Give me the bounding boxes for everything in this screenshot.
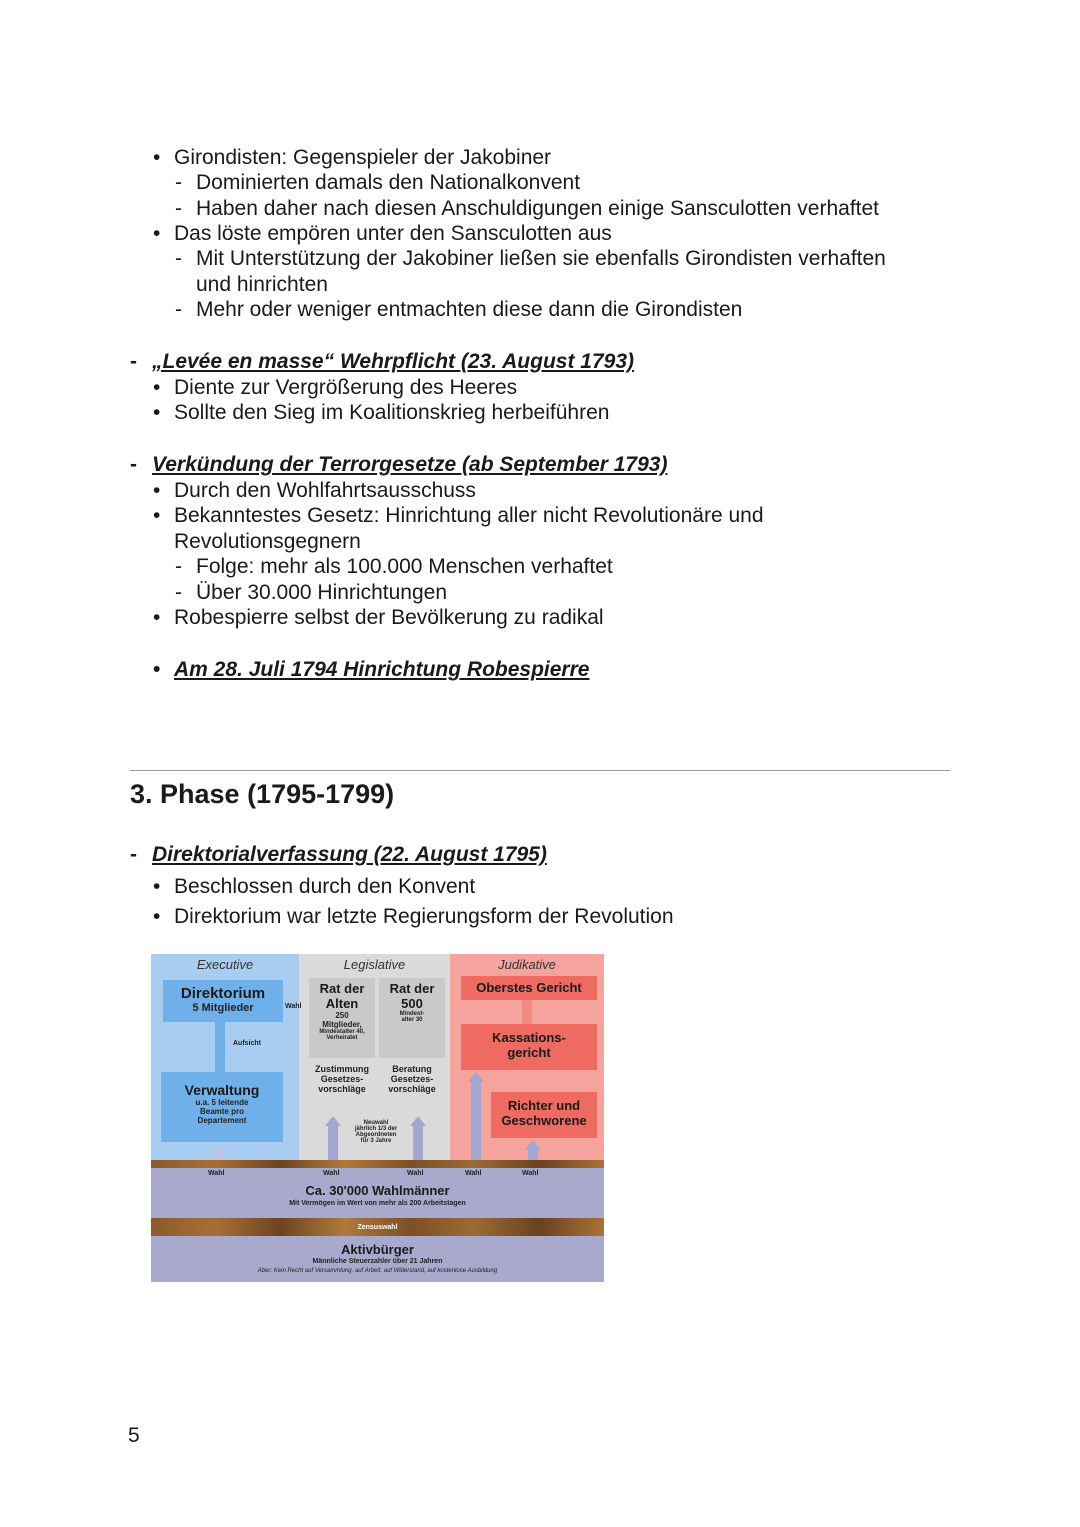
- bullet-marker: •: [153, 146, 161, 169]
- text-line: Bekanntestes Gesetz: Hinrichtung aller nicht Revolutionäre und: [174, 504, 764, 527]
- verwaltung-label: Verwaltung: [184, 1082, 260, 1098]
- arrow-up-icon: [211, 1146, 227, 1156]
- wahl-label: Wahl: [407, 1170, 424, 1177]
- aktivbuerger-label: Aktivbürger: [341, 1242, 414, 1257]
- heading-terrorgesetze: Verkündung der Terrorgesetze (ab September 1793): [152, 453, 668, 476]
- section-divider: [130, 770, 950, 771]
- zensuswahl-label: Zensuswahl: [357, 1224, 398, 1231]
- bullet-marker: •: [153, 222, 161, 245]
- text-line: Diente zur Vergrößerung des Heeres: [174, 376, 518, 399]
- wahl-label: Wahl: [465, 1170, 482, 1177]
- arrow-up-icon: [410, 1116, 426, 1126]
- dash-marker: -: [175, 555, 182, 578]
- neu-line: jährlich 1/3 der: [354, 1126, 398, 1132]
- text-line: Direktorium war letzte Regierungsform der Revolution: [174, 905, 674, 928]
- direktorium-label: Direktorium: [180, 985, 266, 1002]
- legislative-heading: Legislative: [343, 957, 406, 972]
- oberstes-label: Oberstes Gericht: [476, 980, 582, 995]
- bullet-marker: •: [153, 875, 161, 898]
- neu-line: Neuwahl: [363, 1120, 389, 1126]
- direktorium-box: [163, 980, 283, 1022]
- dash-marker: -: [130, 350, 137, 373]
- arrow-up-icon: [468, 1072, 484, 1082]
- text-line: und hinrichten: [196, 273, 328, 296]
- dash-marker: -: [130, 843, 137, 866]
- wahl-label: Wahl: [522, 1170, 539, 1177]
- arrow-shaft: [522, 1000, 532, 1024]
- wahl-label: Wahl: [208, 1170, 225, 1177]
- richter-label: Geschworene: [501, 1113, 587, 1128]
- ber-line: Gesetzes-: [390, 1074, 434, 1084]
- constitution-diagram: [151, 954, 604, 1282]
- wahlmaenner-sub: Mit Vermögen im Wert von mehr als 200 Arbeitstagen: [289, 1200, 466, 1207]
- alten-count: 250: [335, 1011, 349, 1020]
- bullet-marker: •: [153, 376, 161, 399]
- heading-levee-en-masse: „Levée en masse“ Wehrpflicht (23. August 1793): [152, 350, 634, 373]
- verwaltung-box: [161, 1072, 283, 1142]
- bullet-marker: •: [153, 658, 161, 681]
- r500-label: 500: [401, 996, 423, 1011]
- dash-marker: -: [175, 298, 182, 321]
- heading-hinrichtung-robespierre: Am 28. Juli 1794 Hinrichtung Robespierre: [174, 658, 590, 681]
- rat-der-500-box: [379, 978, 445, 1058]
- oberstes-gericht-box: [461, 976, 597, 1000]
- text-line: Dominierten damals den Nationalkonvent: [196, 171, 581, 194]
- zustimmung-text: [309, 1064, 375, 1094]
- alten-label: Alten: [325, 996, 359, 1011]
- text-line: Über 30.000 Hinrichtungen: [196, 581, 447, 604]
- neuwahl-text: [341, 1120, 411, 1144]
- zust-line: Zustimmung: [315, 1064, 369, 1074]
- kassationsgericht-box: [461, 1024, 597, 1070]
- neu-line: Abgeordneten: [355, 1132, 397, 1138]
- arrow-up-icon: [325, 1116, 341, 1126]
- alten-label: Rat der: [319, 981, 365, 996]
- direktorium-sub: 5 Mitglieder: [192, 1002, 254, 1014]
- text-line: Sollte den Sieg im Koalitionskrieg herbeiführen: [174, 401, 610, 424]
- alten-sub: Mindestalter 40,: [319, 1029, 365, 1035]
- text-line: Mit Unterstützung der Jakobiner ließen sie ebenfalls Girondisten verhaften: [196, 247, 886, 270]
- beratung-text: [379, 1064, 445, 1094]
- aufsicht-label: Aufsicht: [233, 1040, 261, 1047]
- alten-sub: Verheiratet: [326, 1035, 358, 1041]
- judicative-heading: Judikative: [498, 957, 556, 972]
- bullet-marker: •: [153, 401, 161, 424]
- verwaltung-sub: Departement: [197, 1116, 247, 1125]
- bullet-marker: •: [153, 504, 161, 527]
- executive-heading: Executive: [196, 957, 254, 972]
- aktivbuerger-sub: Männliche Steuerzahler über 21 Jahren: [312, 1258, 443, 1265]
- bullet-marker: •: [153, 606, 161, 629]
- verwaltung-sub: Beamte pro: [199, 1107, 244, 1116]
- kass-label: Kassations-: [492, 1030, 566, 1045]
- text-line: Durch den Wohlfahrtsausschuss: [174, 479, 476, 502]
- text-line: Mehr oder weniger entmachten diese dann die Girondisten: [196, 298, 743, 321]
- wahl-label: Wahl: [323, 1170, 340, 1177]
- text-line: Beschlossen durch den Konvent: [174, 875, 476, 898]
- aktivbuerger-note: Aber: Kein Recht auf Versammlung, auf Arbeit, auf Widerstand, auf kostenlose Ausbildung: [257, 1268, 498, 1274]
- richter-box: [491, 1092, 597, 1138]
- text-line: Girondisten: Gegenspieler der Jakobiner: [174, 146, 552, 169]
- r500-sub: alter 30: [401, 1017, 423, 1023]
- richter-label: Richter und: [507, 1098, 581, 1113]
- zust-line: vorschläge: [318, 1084, 366, 1094]
- r500-label: Rat der: [389, 981, 435, 996]
- dash-marker: -: [175, 247, 182, 270]
- wahl-label: Wahl: [285, 1003, 302, 1010]
- page-number: 5: [128, 1424, 140, 1447]
- section-title: 3. Phase (1795-1799): [130, 779, 395, 809]
- arrow-up-icon: [525, 1140, 541, 1150]
- arrow-shaft: [215, 1022, 225, 1072]
- r500-sub: Mindest-: [399, 1011, 425, 1017]
- ber-line: vorschläge: [388, 1084, 436, 1094]
- neu-line: für 3 Jahre: [360, 1138, 392, 1144]
- ber-line: Beratung: [392, 1064, 432, 1074]
- text-line: Folge: mehr als 100.000 Menschen verhaftet: [196, 555, 613, 578]
- dash-marker: -: [130, 453, 137, 476]
- bullet-marker: •: [153, 479, 161, 502]
- heading-direktorialverfassung: Direktorialverfassung (22. August 1795): [152, 843, 547, 866]
- bullet-marker: •: [153, 905, 161, 928]
- text-line: Das löste empören unter den Sansculotten aus: [174, 222, 612, 245]
- kass-label: gericht: [507, 1045, 551, 1060]
- text-line: Haben daher nach diesen Anschuldigungen einige Sansculotten verhaftet: [196, 197, 880, 220]
- zust-line: Gesetzes-: [320, 1074, 364, 1084]
- text-line: Revolutionsgegnern: [174, 530, 361, 553]
- verwaltung-sub: u.a. 5 leitende: [195, 1098, 249, 1107]
- text-line: Robespierre selbst der Bevölkerung zu radikal: [174, 606, 604, 629]
- arrow-shaft: [471, 1082, 481, 1164]
- alten-sub: Mitglieder,: [322, 1020, 362, 1029]
- wahlmaenner-label: Ca. 30'000 Wahlmänner: [305, 1183, 450, 1198]
- dash-marker: -: [175, 581, 182, 604]
- dash-marker: -: [175, 171, 182, 194]
- dash-marker: -: [175, 197, 182, 220]
- rat-der-alten-box: [309, 978, 375, 1058]
